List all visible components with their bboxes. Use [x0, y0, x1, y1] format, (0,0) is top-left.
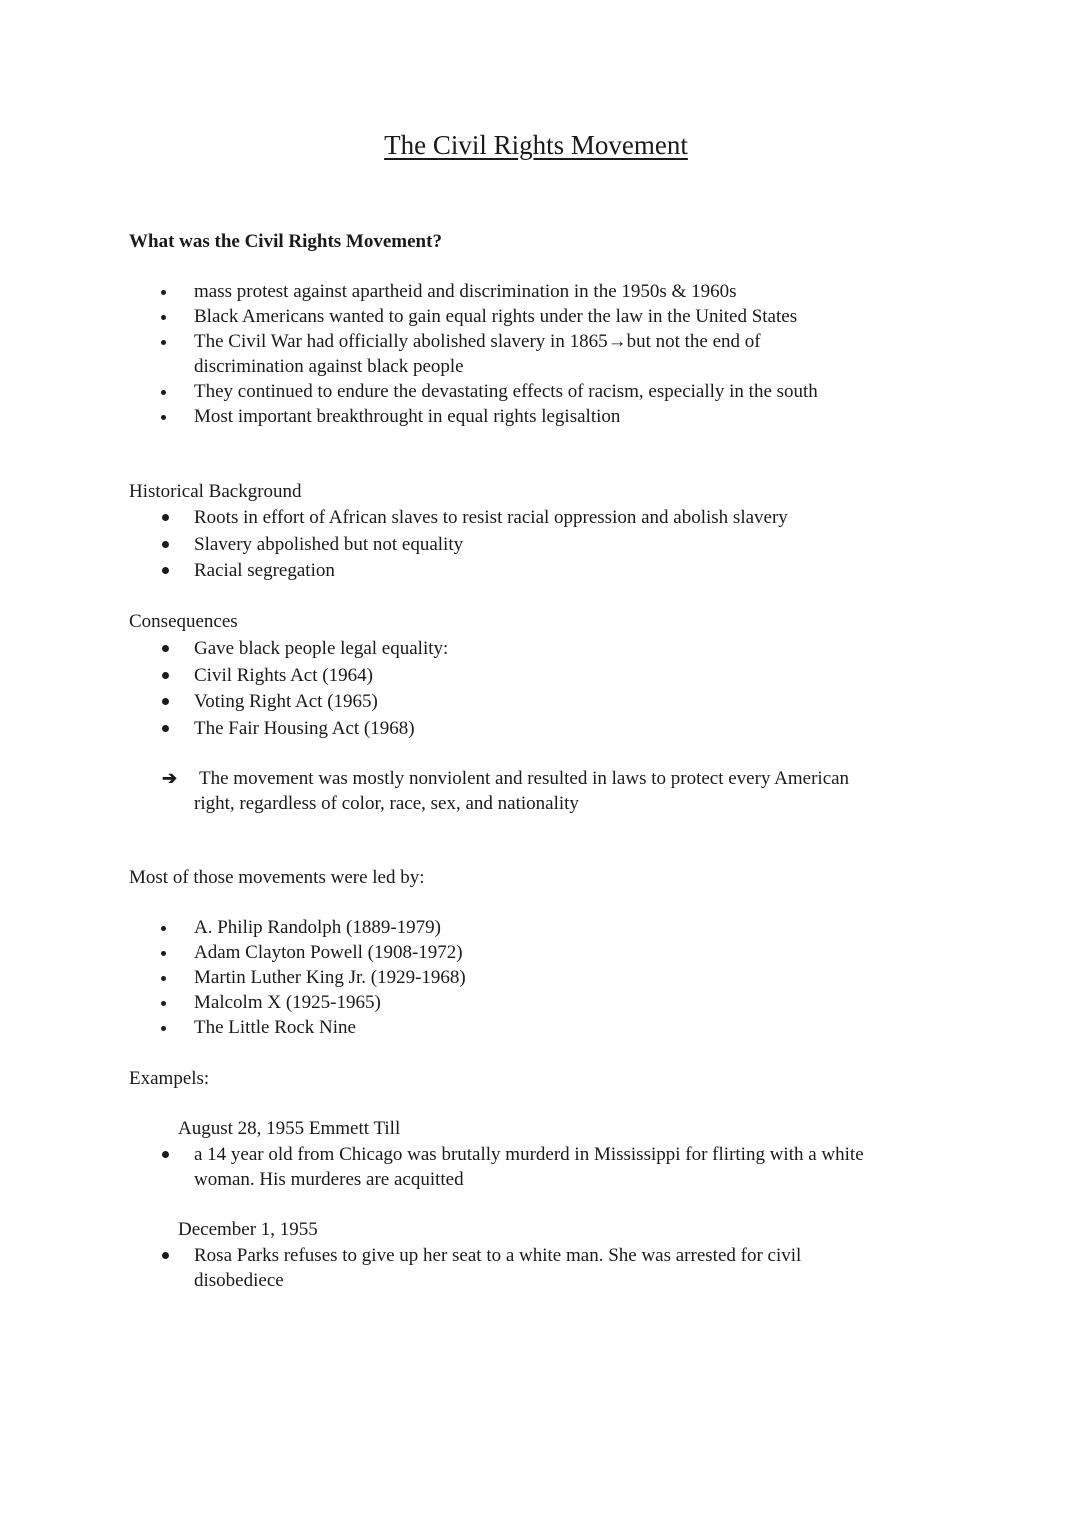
arrow-note — [162, 766, 962, 816]
list-item: Civil Rights Act (1964) — [0, 663, 924, 690]
background-list — [0, 505, 1080, 585]
arrow-right-icon: ➔ — [162, 768, 178, 788]
what-heading: What was the Civil Rights Movement? — [129, 231, 442, 252]
bullet-icon — [162, 541, 169, 548]
arrow-note-line: right, regardless of color, race, sex, and nationality — [194, 793, 579, 814]
consequences-list — [0, 636, 1080, 742]
example-date: August 28, 1955 Emmett Till — [178, 1118, 401, 1139]
list-item: Roots in effort of African slaves to resist racial oppression and abolish slavery — [0, 505, 924, 532]
bullet-icon — [161, 976, 166, 981]
bullet-icon — [161, 1026, 166, 1031]
list-item: The Little Rock Nine — [0, 1015, 924, 1040]
list-item: The Fair Housing Act (1968) — [0, 716, 924, 743]
list-item: Racial segregation — [0, 558, 924, 585]
bullet-icon — [162, 514, 169, 521]
leaders-list — [0, 915, 1080, 1040]
page-title: The Civil Rights Movement — [384, 130, 688, 160]
list-item: Gave black people legal equality: — [0, 636, 924, 663]
list-item: mass protest against apartheid and discrimination in the 1950s & 1960s — [0, 279, 924, 304]
list-item: Slavery abpolished but not equality — [0, 532, 924, 559]
example-list — [0, 1142, 1080, 1192]
bullet-icon — [162, 672, 169, 679]
bullet-icon — [162, 698, 169, 705]
bullet-icon — [162, 725, 169, 732]
bullet-icon — [161, 1001, 166, 1006]
arrow-note-line: The movement was mostly nonviolent and resulted in laws to protect every American — [199, 768, 850, 789]
list-item: Martin Luther King Jr. (1929-1968) — [0, 965, 924, 990]
bullet-icon — [161, 415, 166, 420]
what-list — [0, 279, 1080, 429]
bullet-icon — [161, 926, 166, 931]
list-item: Most important breakthrought in equal rights legisaltion — [0, 404, 924, 429]
bullet-icon — [162, 567, 169, 574]
list-item: The Civil War had officially abolished slavery in 1865→but not the end of discrimination against black people — [0, 329, 854, 379]
list-item: a 14 year old from Chicago was brutally murderd in Mississippi for flirting with a white woman. His murderes are acquitted — [0, 1142, 909, 1192]
list-item: Malcolm X (1925-1965) — [0, 990, 924, 1015]
list-item: A. Philip Randolph (1889-1979) — [0, 915, 924, 940]
bullet-icon — [161, 290, 166, 295]
bullet-icon — [161, 951, 166, 956]
example-date: December 1, 1955 — [178, 1219, 318, 1240]
consequences-heading: Consequences — [129, 611, 238, 632]
bullet-icon — [162, 1151, 169, 1158]
background-heading: Historical Background — [129, 481, 302, 502]
bullet-icon — [161, 340, 166, 345]
list-item: They continued to endure the devastating effects of racism, especially in the south — [0, 379, 924, 404]
examples-heading: Exampels: — [129, 1068, 210, 1089]
bullet-icon — [162, 1252, 169, 1259]
list-item: Rosa Parks refuses to give up her seat to a white man. She was arrested for civil disobediece — [0, 1243, 894, 1293]
list-item: Black Americans wanted to gain equal rights under the law in the United States — [0, 304, 924, 329]
bullet-icon — [161, 315, 166, 320]
list-item: Adam Clayton Powell (1908-1972) — [0, 940, 924, 965]
bullet-icon — [161, 390, 166, 395]
list-item: Voting Right Act (1965) — [0, 689, 924, 716]
leaders-heading: Most of those movements were led by: — [129, 867, 425, 888]
example-list — [0, 1243, 1080, 1293]
bullet-icon — [162, 645, 169, 652]
